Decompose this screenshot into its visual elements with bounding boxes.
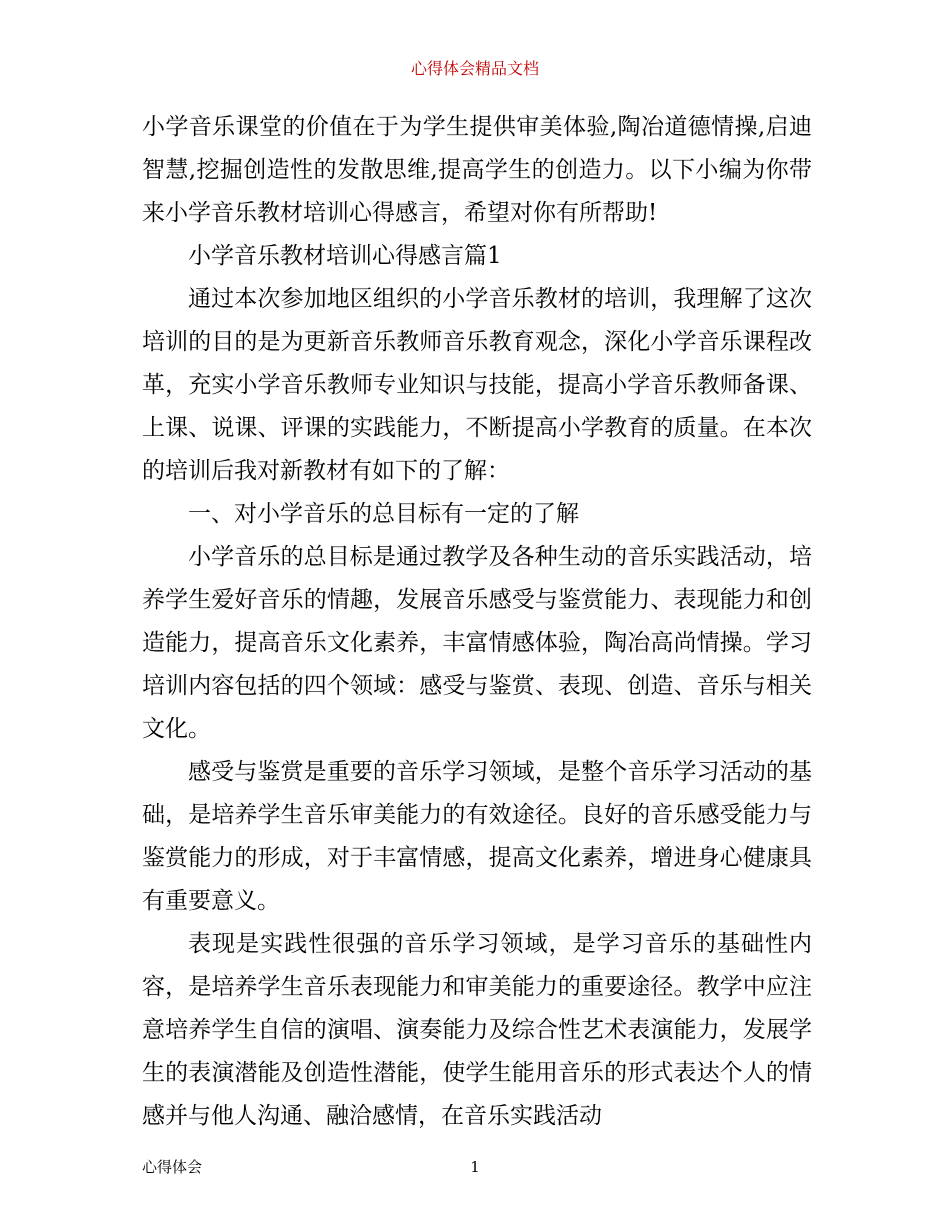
paragraph: 通过本次参加地区组织的小学音乐教材的培训，我理解了这次培训的目的是为更新音乐教师音乐教育观念，深化小学音乐课程改革，充实小学音乐教师专业知识与技能，提高小学音乐教师备课、上课、说课、评课的实践能力，不断提高小学教育的质量。在本次的培训后我对新教材有如下的了解： (142, 286, 812, 484)
subsection-heading: 一、对小学音乐的总目标有一定的了解 (188, 501, 579, 527)
page-header-title: 心得体会精品文档 (410, 59, 539, 78)
paragraph-intro: 小学音乐课堂的价值在于为学生提供审美体验,陶冶道德情操,启迪智慧,挖掘创造性的发散思维,提高学生的创造力。以下小编为你带来小学音乐教材培训心得感言，希望对你有所帮助! (142, 114, 812, 226)
paragraph: 感受与鉴赏是重要的音乐学习领域，是整个音乐学习活动的基础，是培养学生音乐审美能力的有效途径。良好的音乐感受能力与鉴赏能力的形成，对于丰富情感，提高文化素养，增进身心健康具有重要意义。 (142, 759, 812, 914)
footer-label: 心得体会 (142, 1158, 203, 1176)
document-body (142, 106, 812, 1138)
page-number: 1 (470, 1158, 480, 1176)
section-heading: 小学音乐教材培训心得感言篇1 (188, 243, 502, 269)
paragraph: 小学音乐的总目标是通过教学及各种生动的音乐实践活动，培养学生爱好音乐的情趣，发展音乐感受与鉴赏能力、表现能力和创造能力，提高音乐文化素养，丰富情感体验，陶冶高尚情操。学习培训内容包括的四个领域：感受与鉴赏、表现、创造、音乐与相关文化。 (142, 544, 812, 742)
paragraph: 表现是实践性很强的音乐学习领域，是学习音乐的基础性内容，是培养学生音乐表现能力和审美能力的重要途径。教学中应注意培养学生自信的演唱、演奏能力及综合性艺术表演能力，发展学生的表演潜能及创造性潜能，使学生能用音乐的形式表达个人的情感并与他人沟通、融洽感情，在音乐实践活动 (142, 931, 812, 1129)
